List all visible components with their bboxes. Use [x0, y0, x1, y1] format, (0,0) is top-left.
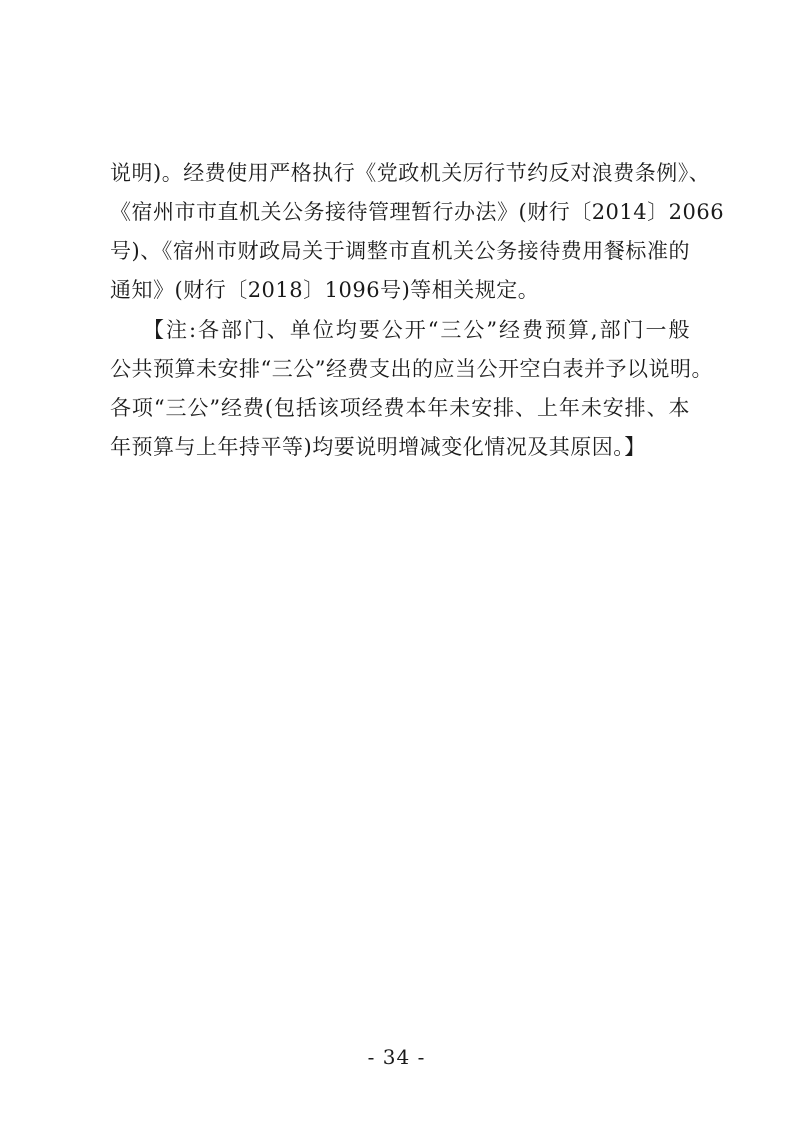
- paragraph-line: 年预算与上年持平等)均要说明增减变化情况及其原因。】: [110, 435, 646, 459]
- paragraph-line: 各项“三公”经费(包括该项经费本年未安排、上年未安排、本: [110, 396, 690, 420]
- paragraph-line: 号)、《宿州市财政局关于调整市直机关公务接待费用餐标准的: [110, 239, 690, 263]
- paragraph-line: 通知》(财行〔2018〕1096号)等相关规定。: [110, 278, 540, 302]
- paragraph-line: 《宿州市市直机关公务接待管理暂行办法》(财行〔2014〕2066: [110, 200, 725, 224]
- page-number: - 34 -: [367, 1045, 426, 1069]
- paragraph-line: 【注:各部门、单位均要公开“三公”经费预算,部门一般: [143, 318, 690, 342]
- paragraph-line: 公共预算未安排“三公”经费支出的应当公开空白表并予以说明。: [110, 357, 713, 381]
- paragraph-line: 说明)。经费使用严格执行《党政机关厉行节约反对浪费条例》、: [110, 161, 711, 185]
